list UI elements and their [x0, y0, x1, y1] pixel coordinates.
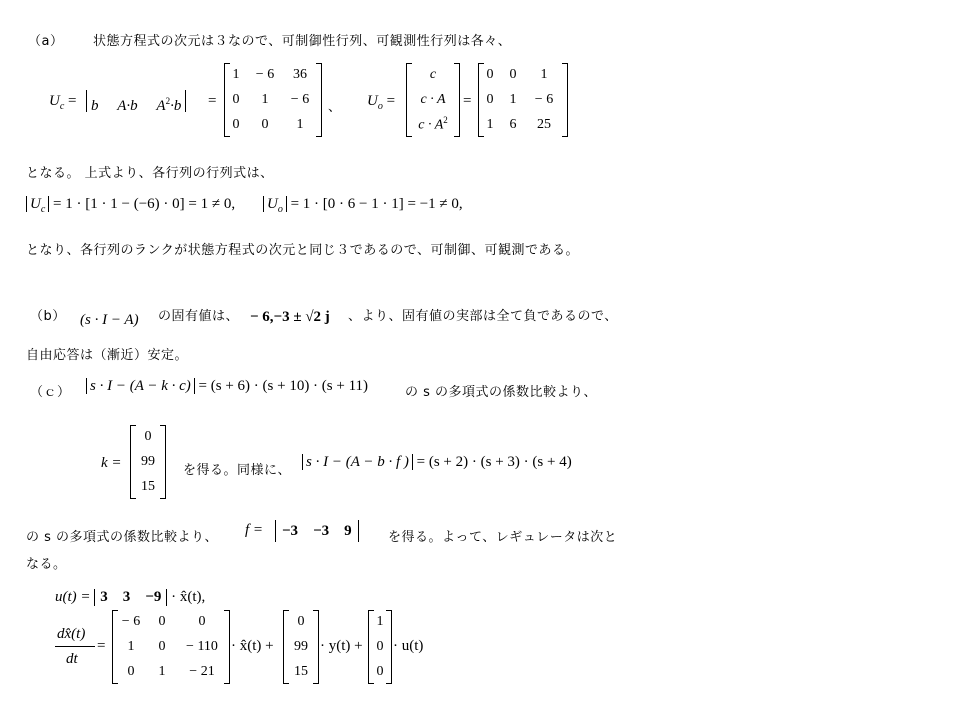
l-vector	[283, 610, 319, 684]
term-x: · x̂(t) +	[231, 638, 274, 654]
part-a-text2: となる。 上式より、各行列の行列式は、	[26, 166, 274, 181]
b-cell: 1	[376, 614, 384, 630]
part-c-text1: の s の多項式の係数比較より、	[405, 385, 598, 400]
a-cell: − 110	[186, 638, 218, 654]
uo-matrix	[478, 63, 568, 137]
uo-block-row: $c \cdot A^2$	[418, 115, 448, 133]
uo-cell: 0	[509, 67, 517, 83]
a-cell: 0	[198, 614, 206, 630]
a-cell: 1	[158, 663, 166, 679]
part-c-text2: を得る。同様に、	[183, 463, 292, 478]
dx-numerator: dx̂(t)	[57, 626, 86, 642]
uo-label: $U_o$ =	[367, 93, 396, 112]
k-cell: 15	[141, 478, 155, 494]
uc-cell: 1	[261, 91, 269, 107]
charpoly-k: s · I − (A − k · c) = (s + 6) · (s + 10) · (s + 11)	[86, 378, 368, 395]
l-cell: 99	[294, 638, 308, 654]
part-c-label: （ｃ）	[30, 385, 71, 400]
part-c-text4: を得る。よって、レギュレータは次と	[388, 530, 618, 545]
uc-cell: − 6	[290, 91, 310, 107]
charpoly-f: s · I − (A − b · f ) = (s + 2) · (s + 3) · (s + 4)	[302, 454, 572, 471]
term-u: · u(t)	[393, 638, 424, 654]
a-cell: 0	[158, 614, 166, 630]
uo-cell: 6	[509, 116, 517, 132]
part-b-text1: の固有値は、	[158, 309, 240, 324]
uo-cell: 1	[509, 91, 517, 107]
k-vector	[130, 425, 166, 499]
k-label: k =	[101, 455, 122, 471]
det-uc: $U_c = 1 \cdot [1 \cdot 1 - (-6) \cdot 0] = 1 \ne 0$,	[26, 196, 235, 215]
uc-cell: 0	[261, 116, 269, 132]
l-cell: 0	[297, 614, 305, 630]
part-a-label: （a）	[28, 34, 64, 49]
a-cell: 1	[127, 638, 135, 654]
b-vector	[368, 610, 392, 684]
part-c-text5: なる。	[26, 557, 67, 572]
dx-fraction-bar	[55, 646, 95, 647]
l-cell: 15	[294, 663, 308, 679]
dx-eq: =	[97, 638, 106, 654]
a-cell: 0	[158, 638, 166, 654]
uo-cell: − 6	[534, 91, 554, 107]
part-b-text2: 、より、固有値の実部は全て負であるので、	[348, 309, 618, 324]
uo-block-row: c · A	[420, 91, 446, 107]
uo-cell: 0	[486, 91, 494, 107]
uo-block-row: c	[429, 67, 437, 83]
a-cell: − 6	[121, 614, 141, 630]
uo-eq: =	[463, 93, 472, 109]
uc-cell: − 6	[255, 67, 275, 83]
part-b-text3: 自由応答は（漸近）安定。	[26, 348, 189, 363]
k-cell: 0	[144, 429, 152, 445]
b-cell: 0	[376, 663, 384, 679]
term-y: · y(t) +	[320, 638, 363, 654]
uo-cell: 1	[486, 116, 494, 132]
a-cell: 0	[127, 663, 135, 679]
part-b-eigs: − 6,−3 ± √2 j	[250, 309, 330, 325]
uc-cell: 0	[232, 116, 240, 132]
uc-comma: 、	[328, 100, 342, 115]
part-a-text3: となり、各行列のランクが状態方程式の次元と同じ３であるので、可制御、可観測である。	[26, 243, 579, 258]
k-cell: 99	[141, 453, 155, 469]
part-b-expr: (s · I − A)	[80, 312, 139, 328]
a-closed-matrix	[112, 610, 230, 684]
uc-block: b A·b $A^2\cdot b$	[86, 90, 186, 112]
det-uo: $U_o = 1 \cdot [0 \cdot 6 - 1 \cdot 1] = -1 \ne 0$,	[263, 196, 463, 215]
uo-cell: 25	[537, 116, 551, 132]
uc-cell: 0	[232, 91, 240, 107]
a-cell: − 21	[189, 663, 215, 679]
dx-denominator: dt	[66, 651, 78, 667]
uc-label: $U_c$ =	[49, 93, 77, 112]
u-equation: u(t) = 3 3 −9 · x̂(t),	[55, 589, 206, 605]
part-c-text3: の s の多項式の係数比較より、	[26, 530, 219, 545]
uc-cell: 1	[296, 116, 304, 132]
uo-cell: 0	[486, 67, 494, 83]
uc-eq: =	[208, 93, 217, 109]
uo-block	[406, 63, 460, 137]
uc-matrix	[224, 63, 322, 137]
b-cell: 0	[376, 638, 384, 654]
f-vector: −3 −3 9	[275, 520, 359, 542]
uo-cell: 1	[540, 67, 548, 83]
uc-cell: 1	[232, 67, 240, 83]
part-a-intro: 状態方程式の次元は３なので、可制御性行列、可観測性行列は各々、	[93, 34, 512, 49]
part-b-label: （b）	[30, 309, 66, 324]
f-label: f =	[245, 522, 264, 538]
uc-cell: 36	[293, 67, 307, 83]
